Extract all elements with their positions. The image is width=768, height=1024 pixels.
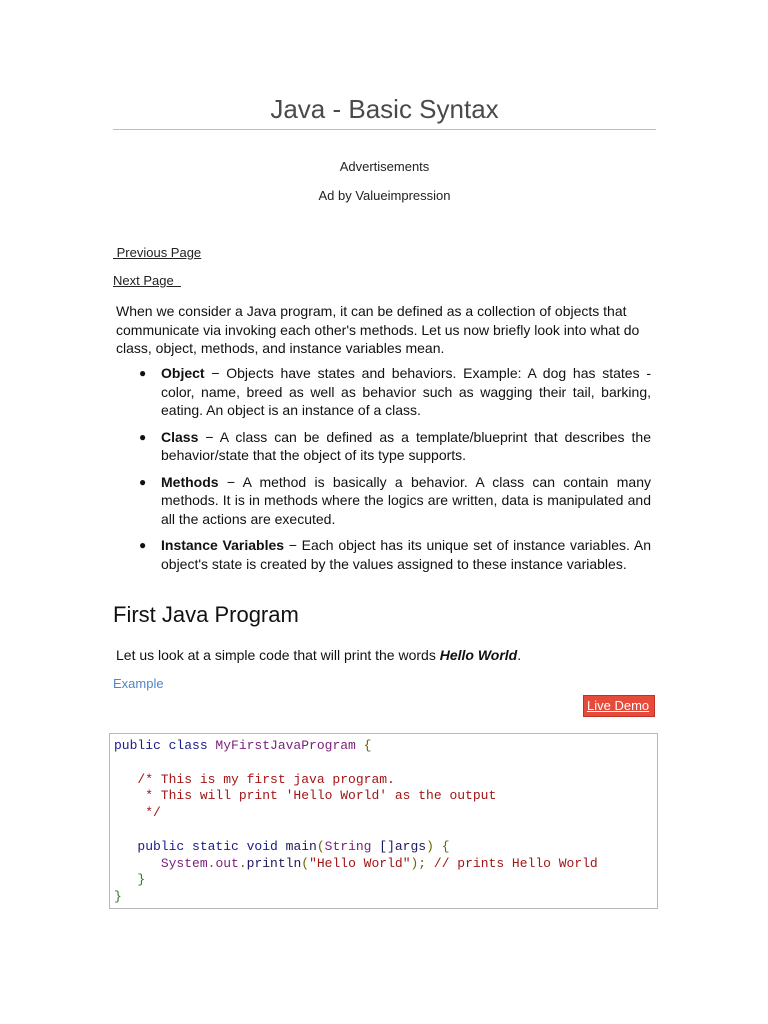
term-methods: Methods	[161, 473, 219, 490]
intro-paragraph: When we consider a Java program, it can be defined as a collection of objects that communicate via invoking each other's methods. Let us now briefly look into what do class, object, methods, and instance variables mean.	[116, 303, 640, 356]
page-title: Java - Basic Syntax	[270, 94, 499, 124]
code-comment-line: */	[114, 805, 161, 821]
concepts-list	[137, 364, 651, 581]
ad-sponsor-label: Ad by Valueimpression	[318, 188, 451, 203]
code-comment-line: /* This is my first java program.	[114, 771, 395, 787]
example-label: Example	[113, 676, 164, 691]
code-brace: }	[114, 889, 122, 905]
code-indent	[114, 839, 137, 854]
code-args: []args	[379, 838, 427, 854]
code-listing	[114, 738, 598, 906]
lead-paragraph	[116, 646, 521, 664]
term-instance-variables: Instance Variables	[161, 537, 285, 553]
code-paren: (	[301, 855, 310, 871]
code-object: System	[160, 855, 208, 871]
title-divider	[113, 129, 656, 130]
code-paren: );	[410, 855, 434, 871]
code-keyword: public static void	[137, 838, 286, 854]
definition-object: − Objects have states and behaviors. Example: A dog has states - color, name, breed as well as behavior such as wagging their tail, barking, eating. An object is an instance of a class.	[161, 365, 651, 418]
section-heading: First Java Program	[113, 602, 299, 627]
live-demo-button[interactable]: Live Demo	[583, 695, 655, 717]
term-object: Object	[161, 365, 205, 381]
code-inline-comment: // prints Hello World	[433, 855, 598, 871]
code-field: out	[215, 855, 239, 871]
code-class-name: MyFirstJavaProgram	[215, 738, 364, 753]
code-type: String	[324, 838, 380, 854]
code-method-name: main	[285, 838, 317, 854]
term-class: Class	[161, 428, 199, 445]
bullet-icon: ●	[139, 366, 147, 380]
list-item-class	[137, 428, 651, 465]
list-item-methods	[137, 473, 651, 529]
lead-prefix: Let us look at a simple code that will print the words	[116, 647, 440, 663]
previous-page-link[interactable]: Previous Page	[113, 245, 202, 260]
lead-suffix: .	[517, 647, 522, 663]
code-comment-line: * This will print 'Hello World' as the output	[114, 788, 497, 804]
code-keyword: public class	[114, 738, 216, 753]
code-dot: .	[238, 855, 247, 871]
code-brace: }	[114, 872, 146, 888]
bullet-icon: ●	[139, 474, 147, 489]
definition-methods: − A method is basically a behavior. A class can contain many methods. It is in methods where the logics are written, data is manipulated and all the actions are executed.	[161, 473, 651, 527]
code-block	[109, 733, 658, 909]
code-string: "Hello World"	[309, 855, 411, 871]
list-item-object	[137, 364, 651, 420]
definition-instance-variables: − Each object has its unique set of instance variables. An object's state is created by the values assigned to these instance variables.	[161, 537, 651, 572]
code-paren: (	[316, 838, 325, 854]
code-brace: {	[363, 738, 372, 753]
next-page-link[interactable]: Next Page	[113, 273, 181, 288]
code-dot: .	[207, 855, 216, 871]
definition-class: − A class can be defined as a template/blueprint that describes the behavior/state that the object of its type supports.	[161, 428, 651, 463]
list-item-instance-variables	[137, 536, 651, 573]
lead-bold: Hello World	[439, 647, 518, 663]
bullet-icon: ●	[139, 429, 147, 444]
code-indent	[114, 856, 161, 871]
code-method-call: println	[246, 855, 302, 871]
advertisements-label: Advertisements	[339, 159, 430, 174]
bullet-icon: ●	[139, 538, 147, 552]
code-paren: ) {	[426, 838, 450, 854]
